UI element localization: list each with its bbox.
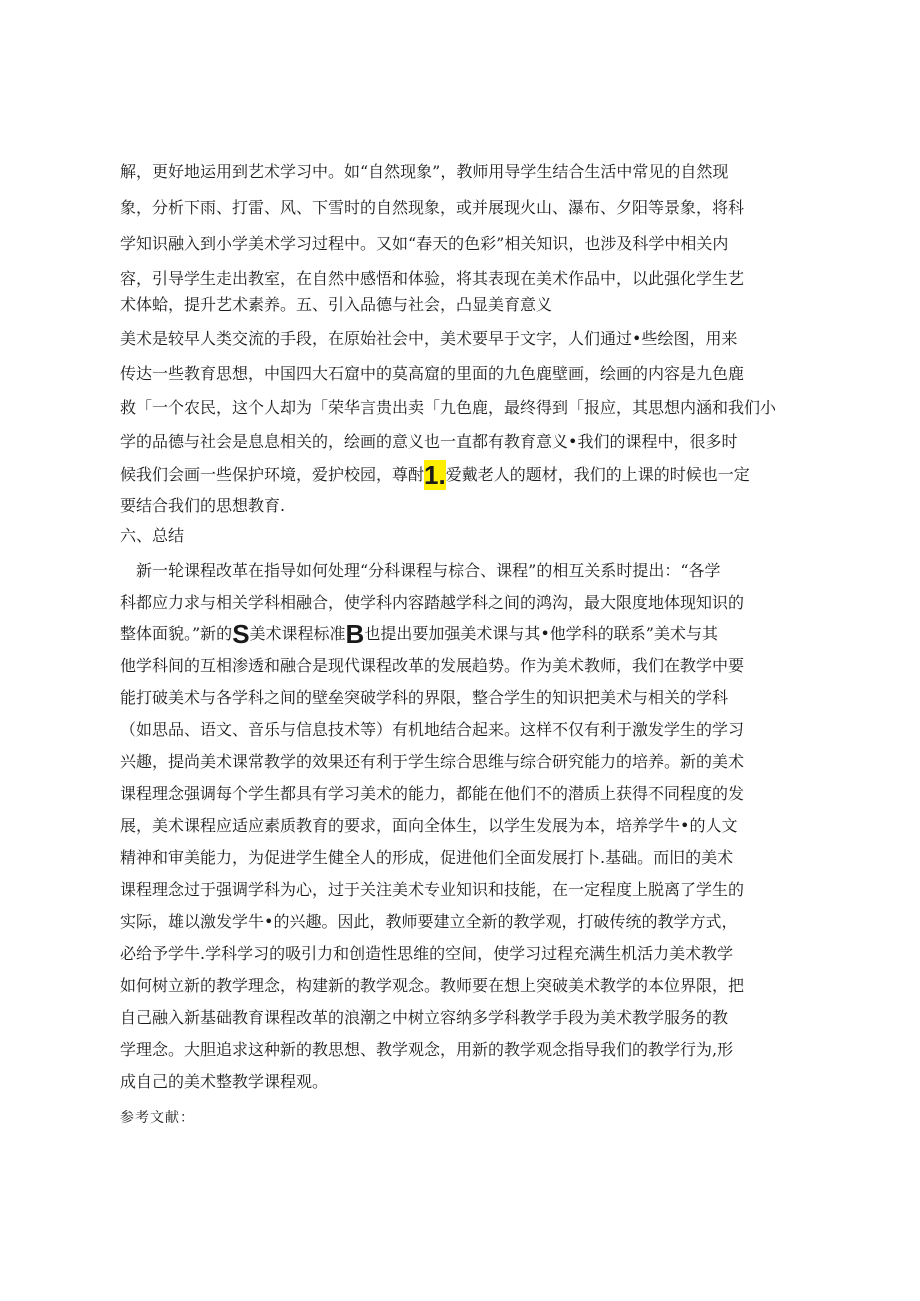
text-line: 兴趣，提尚美术课常教学的效果还有利于学生综合思维与综合研究能力的培养。新的美术: [120, 752, 745, 771]
text-segment: 美术课程标准: [249, 624, 346, 643]
text-line: 他学科间的互相渗透和融合是现代课程改革的发展趋势。作为美术教师，我们在教学中要: [120, 656, 745, 675]
text-line: 传达一些教育思想，中国四大石窟中的莫高窟的里面的九色鹿壁画，绘画的内容是九色鹿: [120, 364, 745, 383]
text-line: 救「一个农民，这个人却为「荣华言贵出卖「九色鹿，最终得到「报应，其思想内涵和我们小: [120, 398, 777, 417]
stray-glyph: B: [345, 619, 365, 649]
stray-glyph: S: [232, 619, 250, 649]
text-line: 要结合我们的思想教育.: [120, 496, 286, 515]
text-line: 容，引导学生走出教室，在自然中感悟和体验，将其表现在美术作品中，以此强化学生艺: [120, 269, 745, 288]
text-line: 课程理念强调每个学生都具有学习美术的能力，都能在他们不的潜质上获得不同程度的发: [120, 784, 745, 803]
text-line: 展，美术课程应适应素质教育的要求，面向全体生，以学生发展为本，培养学牛•的人文: [120, 816, 738, 835]
text-line: 学理念。大胆追求这种新的教思想、教学观念，用新的教学观念指导我们的教学行为,形: [120, 1040, 734, 1059]
text-line: 美术是较早人类交流的手段，在原始社会中，美术要早于文字，人们通过•些绘图，用来: [120, 329, 738, 348]
text-line: 科都应力求与相关学科相融合，使学科内容踏越学科之间的鸿沟，最大限度地体现知识的: [120, 593, 745, 612]
text-line: 课程理念过于强调学科为心，过于关注美术专业知识和技能，在一定程度上脱离了学生的: [120, 880, 745, 899]
text-line: 象，分析下雨、打雷、风、下雪时的自然现象，或并展现火山、瀑布、夕阳等景象，将科: [120, 198, 745, 217]
text-line: 必给予学牛.学科学习的吸引力和创造性思维的空间，使学习过程充满生机活力美术教学: [120, 944, 734, 963]
text-line: 新一轮课程改革在指导如何处理“分科课程与棕合、课程”的相互关系时提出：“各学: [120, 561, 721, 580]
text-line: [120, 460, 800, 490]
text-segment: 候我们会画一些保护环境，爱护校园，尊酎: [120, 465, 425, 484]
text-line: 自己融入新基础教育课程改革的浪潮之中树立容纳多学科教学手段为美术教学服务的教: [120, 1008, 729, 1027]
text-line: [120, 619, 800, 649]
text-line: 能打破美术与各学科之间的壁垒突破学科的界限，整合学生的知识把美术与相关的学科: [120, 688, 729, 707]
text-segment: 爱戴老人的题材，我们的上课的时候也一定: [445, 465, 750, 484]
text-line: 实际，雄以激发学牛•的兴趣。因此，教师要建立全新的教学观，打破传统的教学方式，: [120, 912, 738, 931]
text-line: 解，更好地运用到艺术学习中。如“自然现象”，教师用导学生结合生活中常见的自然现: [120, 162, 729, 181]
references-heading: 参考文献：: [120, 1110, 195, 1126]
text-line: 学知识融入到小学美术学习过程中。又如“春天的色彩”相关知识，也涉及科学中相关内: [120, 234, 729, 253]
text-segment: 也提出要加强美术课与其•他学科的联系”美术与其: [364, 624, 718, 643]
text-segment: 整体面貌。”新的: [120, 624, 233, 643]
highlighted-marker: 1.: [424, 460, 446, 490]
text-line: （如思品、语文、音乐与信息技术等）有机地结合起来。这样不仅有利于激发学生的学习: [120, 720, 745, 739]
section-heading: 六、总结: [120, 526, 185, 545]
text-line: 术体蛤，提升艺术素养。五、引入品德与社会，凸显美育意义: [120, 295, 553, 314]
text-line: 如何树立新的教学理念，构建新的教学观念。教师要在想上突破美术教学的本位界限，把: [120, 976, 745, 995]
text-line: 学的品德与社会是息息相关的，绘画的意义也一直都有教育意义•我们的课程中，很多时: [120, 432, 738, 451]
text-line: 成自己的美术整教学课程观。: [120, 1072, 329, 1091]
text-line: 精神和审美能力，为促进学生健全人的形成，促进他们全面发展打卜.基础。而旧的美术: [120, 848, 734, 867]
